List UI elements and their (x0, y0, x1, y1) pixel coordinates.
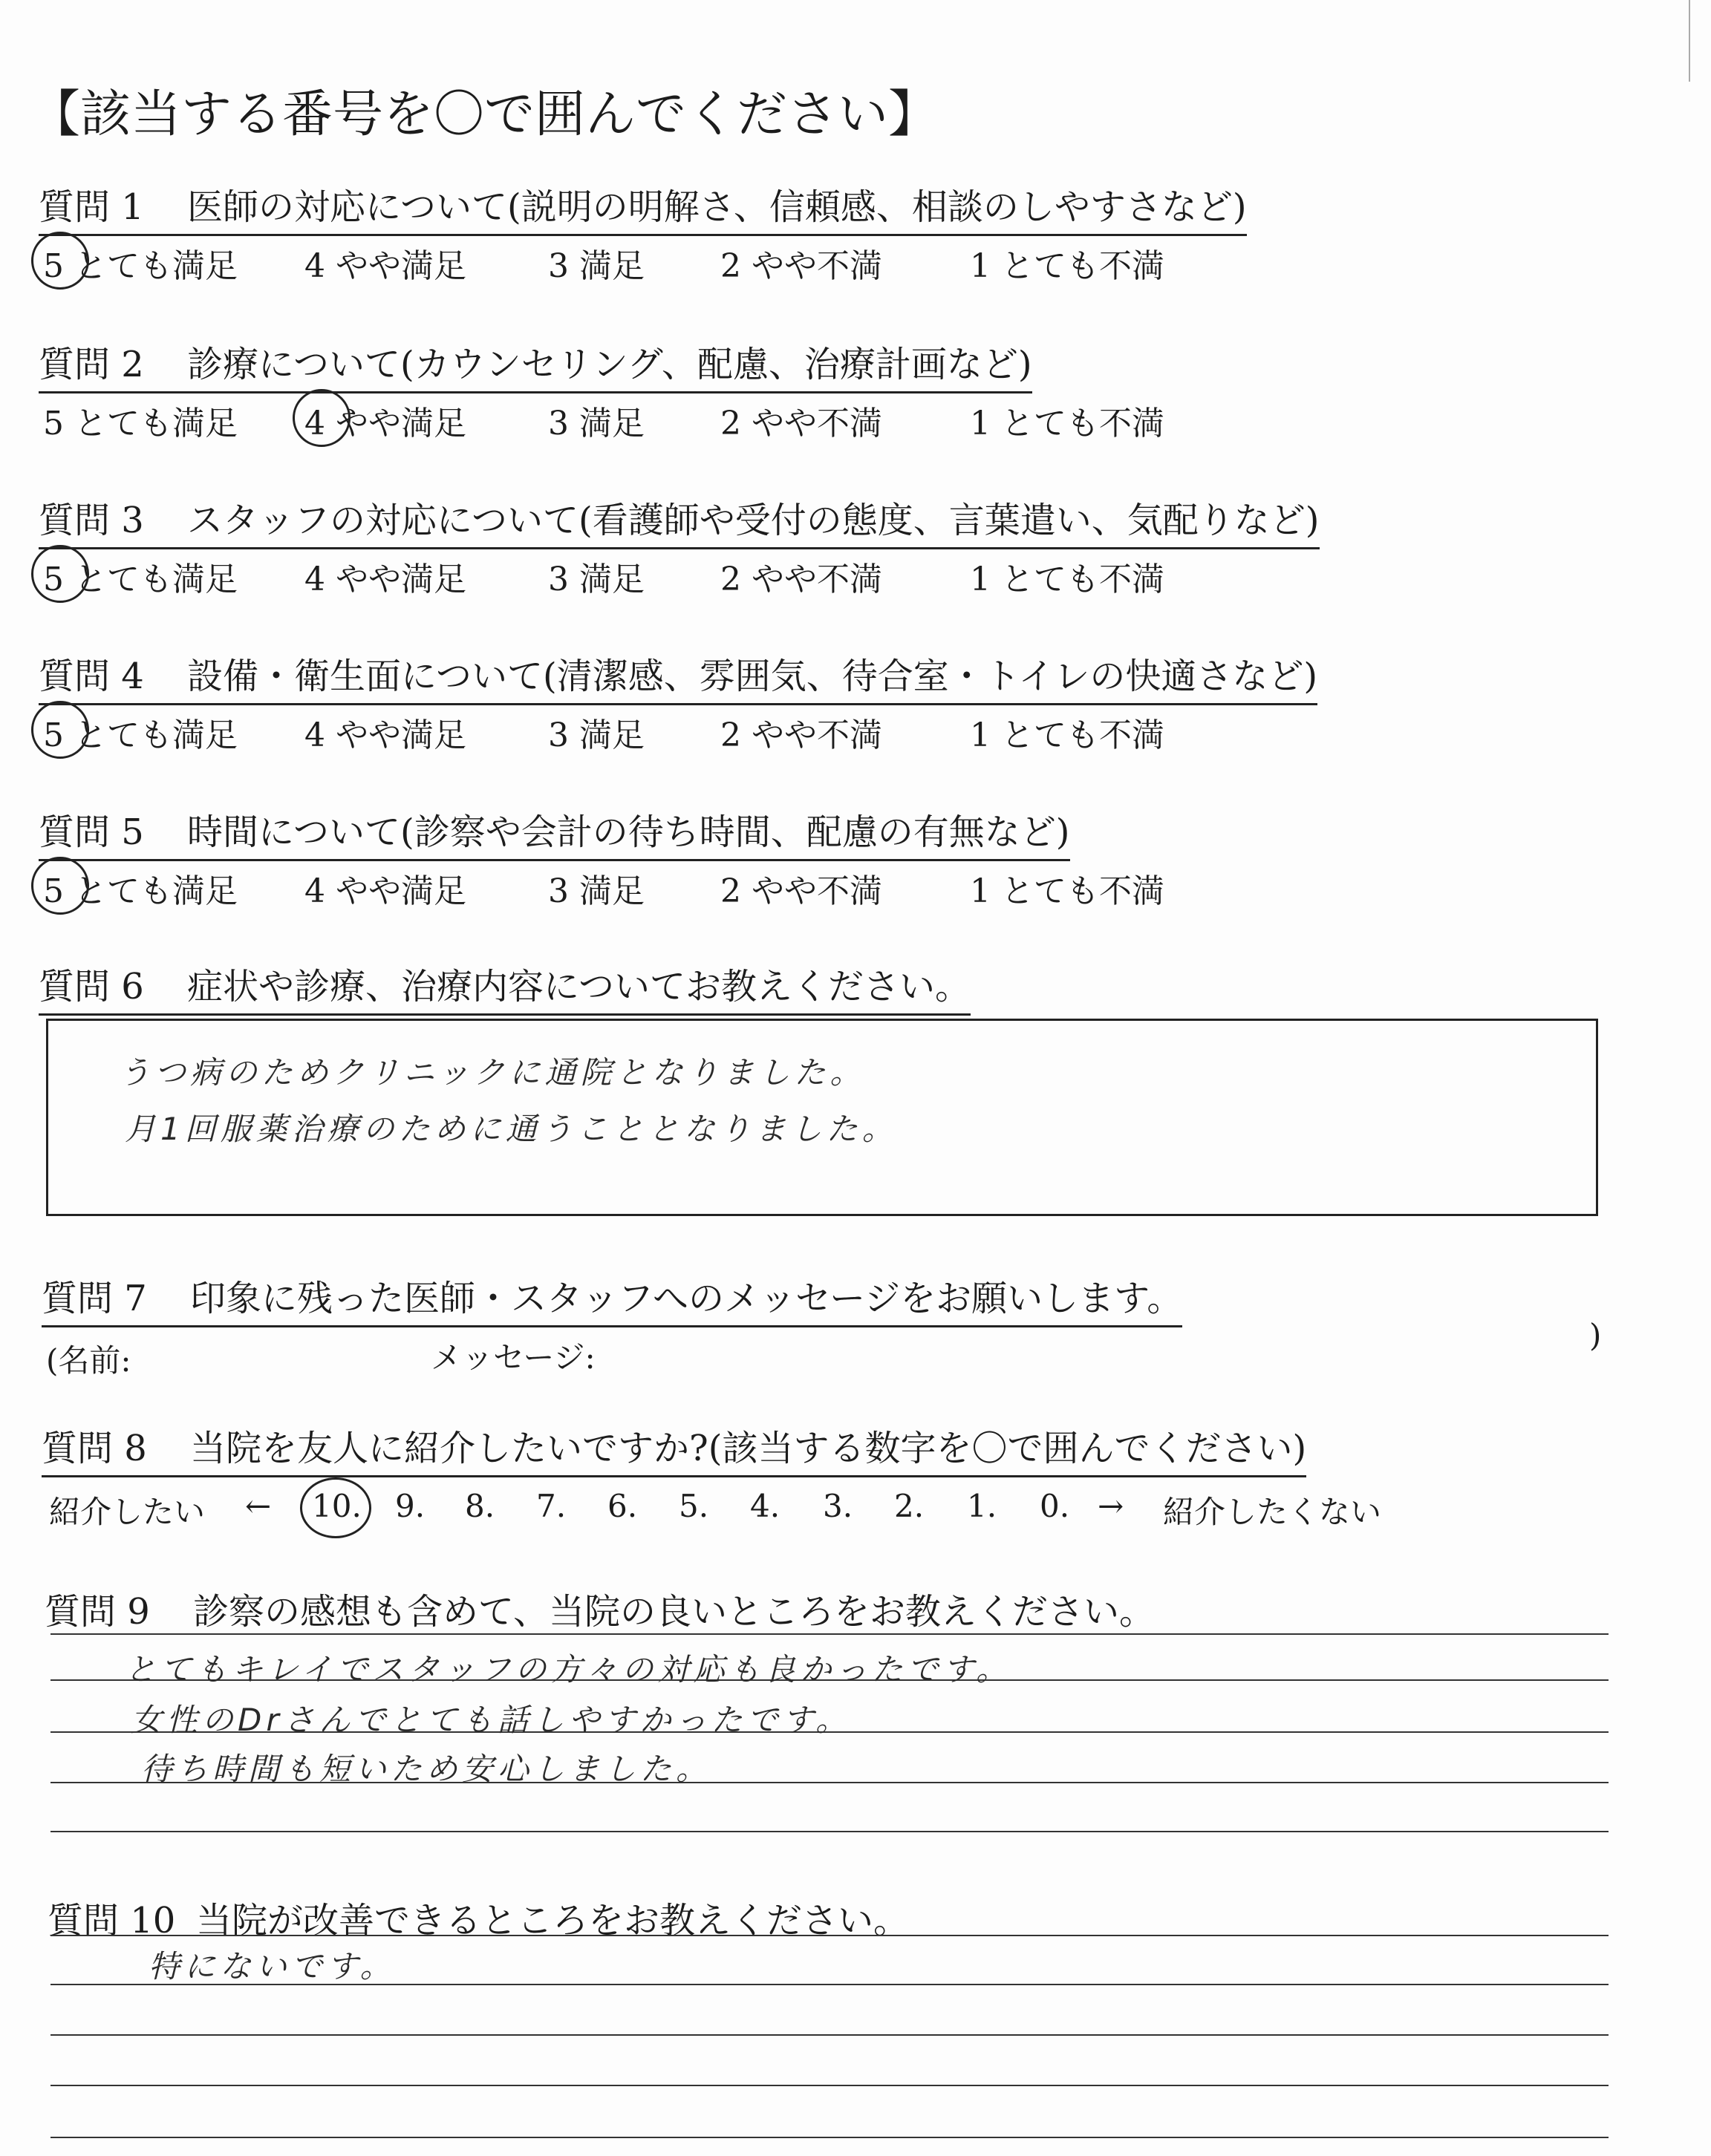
q9-answer-line-2: 女性のDrさんでとても話しやすかったです。 (131, 1702, 852, 1738)
q10-rule-3 (50, 2034, 1609, 2036)
question-text: 設備・衛生面について(清潔感、雰囲気、待合室・トイレの快適さなど) (187, 656, 1318, 697)
rating-option-5[interactable]: 5 とても満足 (43, 405, 238, 442)
question-title (39, 647, 1317, 705)
left-arrow: ← (245, 1488, 272, 1524)
q9-answer-line-3: 待ち時間も短いため安心しました。 (141, 1751, 712, 1787)
rating-option-1[interactable]: 1 とても不満 (970, 247, 1164, 285)
scale-option-3[interactable]: 3. (823, 1488, 853, 1524)
rating-row (43, 708, 1231, 753)
question-7-title (42, 1270, 1182, 1327)
question-text: 当院を友人に紹介したいですか?(該当する数字を〇で囲んでください) (190, 1428, 1307, 1469)
scale-left-label: 紹介したい (49, 1494, 206, 1530)
scale-option-4[interactable]: 4. (750, 1488, 780, 1524)
selection-circle (293, 389, 351, 447)
q9-rule-5 (50, 1831, 1609, 1832)
rating-option-2[interactable]: 2 やや不満 (720, 716, 882, 754)
question-text: 診療について(カウンセリング、配慮、治療計画など) (187, 344, 1032, 385)
question-text: 印象に残った医師・スタッフへのメッセージをお願いします。 (190, 1278, 1183, 1319)
rating-option-2[interactable]: 2 やや不満 (720, 405, 882, 442)
rating-option-1[interactable]: 1 とても不満 (970, 405, 1164, 442)
rating-option-3[interactable]: 3 満足 (548, 561, 645, 598)
question-number: 質問 8 (42, 1428, 147, 1469)
rating-option-4[interactable]: 4 やや満足 (304, 396, 466, 444)
question-text: 診察の感想も含めて、当院の良いところをお教えください。 (193, 1591, 1156, 1633)
rating-option-1[interactable]: 1 とても不満 (970, 716, 1164, 754)
scale-option-7[interactable]: 7. (536, 1488, 567, 1524)
q10-answer-line-1: 特にないです。 (149, 1948, 396, 1984)
question-text: スタッフの対応について(看護師や受付の態度、言葉遣い、気配りなど) (187, 500, 1320, 541)
rating-option-3[interactable]: 3 満足 (548, 716, 645, 754)
scale-option-8[interactable]: 8. (465, 1488, 495, 1524)
question-number: 質問 7 (42, 1278, 147, 1319)
rating-option-3[interactable]: 3 満足 (548, 872, 645, 910)
question-text: 症状や診療、治療内容についてお教えください。 (187, 966, 971, 1007)
question-9-title (45, 1583, 1155, 1634)
q7-close-paren: ) (1589, 1317, 1602, 1353)
rating-option-1[interactable]: 1 とても不満 (970, 561, 1164, 598)
question-text: 医師の対応について(説明の明解さ、信頼感、相談のしやすさなど) (187, 186, 1247, 228)
rating-option-4[interactable]: 4 やや満足 (304, 872, 466, 910)
rating-row (43, 552, 1231, 597)
q9-answer-line-1: とてもキレイでスタッフの方々の対応も良かったです。 (125, 1651, 1012, 1688)
rating-option-1[interactable]: 1 とても不満 (970, 872, 1164, 910)
q6-answer-line-1: うつ病のためクリニックに通院となりました。 (119, 1054, 866, 1091)
question-number: 質問 5 (39, 811, 144, 853)
rating-row (43, 239, 1231, 284)
question-number: 質問 3 (39, 500, 144, 541)
q10-rule-5 (50, 2137, 1609, 2138)
scale-right-label: 紹介したくない (1163, 1494, 1382, 1530)
q7-name-label: (名前: (46, 1342, 131, 1379)
scale-option-10[interactable]: 10. (312, 1488, 362, 1524)
scan-edge-line (1689, 0, 1690, 82)
instruction-header: 【該当する番号を〇で囲んでください】 (30, 85, 939, 144)
scale-option-9[interactable]: 9. (395, 1488, 426, 1524)
question-number: 質問 6 (39, 966, 144, 1007)
scale-option-6[interactable]: 6. (607, 1488, 638, 1524)
question-number: 質問 10 (48, 1900, 176, 1941)
question-number: 質問 9 (45, 1591, 150, 1633)
scale-option-5[interactable]: 5. (679, 1488, 709, 1524)
question-title (39, 803, 1070, 861)
rating-option-4[interactable]: 4 やや満足 (304, 561, 466, 598)
question-number: 質問 4 (39, 656, 144, 697)
q7-message-label: メッセージ: (431, 1339, 596, 1376)
question-text: 当院が改善できるところをお教えください。 (196, 1900, 910, 1941)
q10-rule-4 (50, 2085, 1609, 2086)
question-title (39, 336, 1032, 393)
rating-option-2[interactable]: 2 やや不満 (720, 247, 882, 285)
question-number: 質問 2 (39, 344, 144, 385)
question-6-title (39, 958, 971, 1016)
rating-option-5[interactable]: 5 とても満足 (43, 552, 238, 600)
q9-rule-1 (50, 1633, 1609, 1635)
question-title (39, 178, 1247, 236)
rating-option-3[interactable]: 3 満足 (548, 247, 645, 285)
scale-option-1[interactable]: 1. (967, 1488, 997, 1524)
rating-option-4[interactable]: 4 やや満足 (304, 716, 466, 754)
selection-circle (31, 232, 89, 290)
selection-circle (31, 545, 89, 603)
right-arrow: → (1098, 1488, 1124, 1524)
rating-option-5[interactable]: 5 とても満足 (43, 708, 238, 756)
q10-rule-1 (50, 1935, 1609, 1936)
q6-answer-line-2: 月1回服薬治療のために通うこととなりました。 (125, 1111, 898, 1147)
scale-option-0[interactable]: 0. (1040, 1488, 1070, 1524)
question-text: 時間について(診察や会計の待ち時間、配慮の有無など) (187, 811, 1070, 853)
selection-circle (31, 857, 89, 915)
selection-circle (31, 701, 89, 759)
question-title (39, 491, 1320, 549)
selection-circle (300, 1477, 371, 1538)
rating-row (43, 864, 1231, 909)
recommend-scale (49, 1488, 1401, 1532)
question-8-title (42, 1420, 1306, 1477)
rating-option-4[interactable]: 4 やや満足 (304, 247, 466, 285)
rating-option-3[interactable]: 3 満足 (548, 405, 645, 442)
rating-row (43, 396, 1231, 441)
question-number: 質問 1 (39, 186, 144, 228)
rating-option-5[interactable]: 5 とても満足 (43, 864, 238, 912)
rating-option-2[interactable]: 2 やや不満 (720, 872, 882, 910)
rating-option-5[interactable]: 5 とても満足 (43, 239, 238, 287)
rating-option-2[interactable]: 2 やや不満 (720, 561, 882, 598)
scale-option-2[interactable]: 2. (894, 1488, 925, 1524)
